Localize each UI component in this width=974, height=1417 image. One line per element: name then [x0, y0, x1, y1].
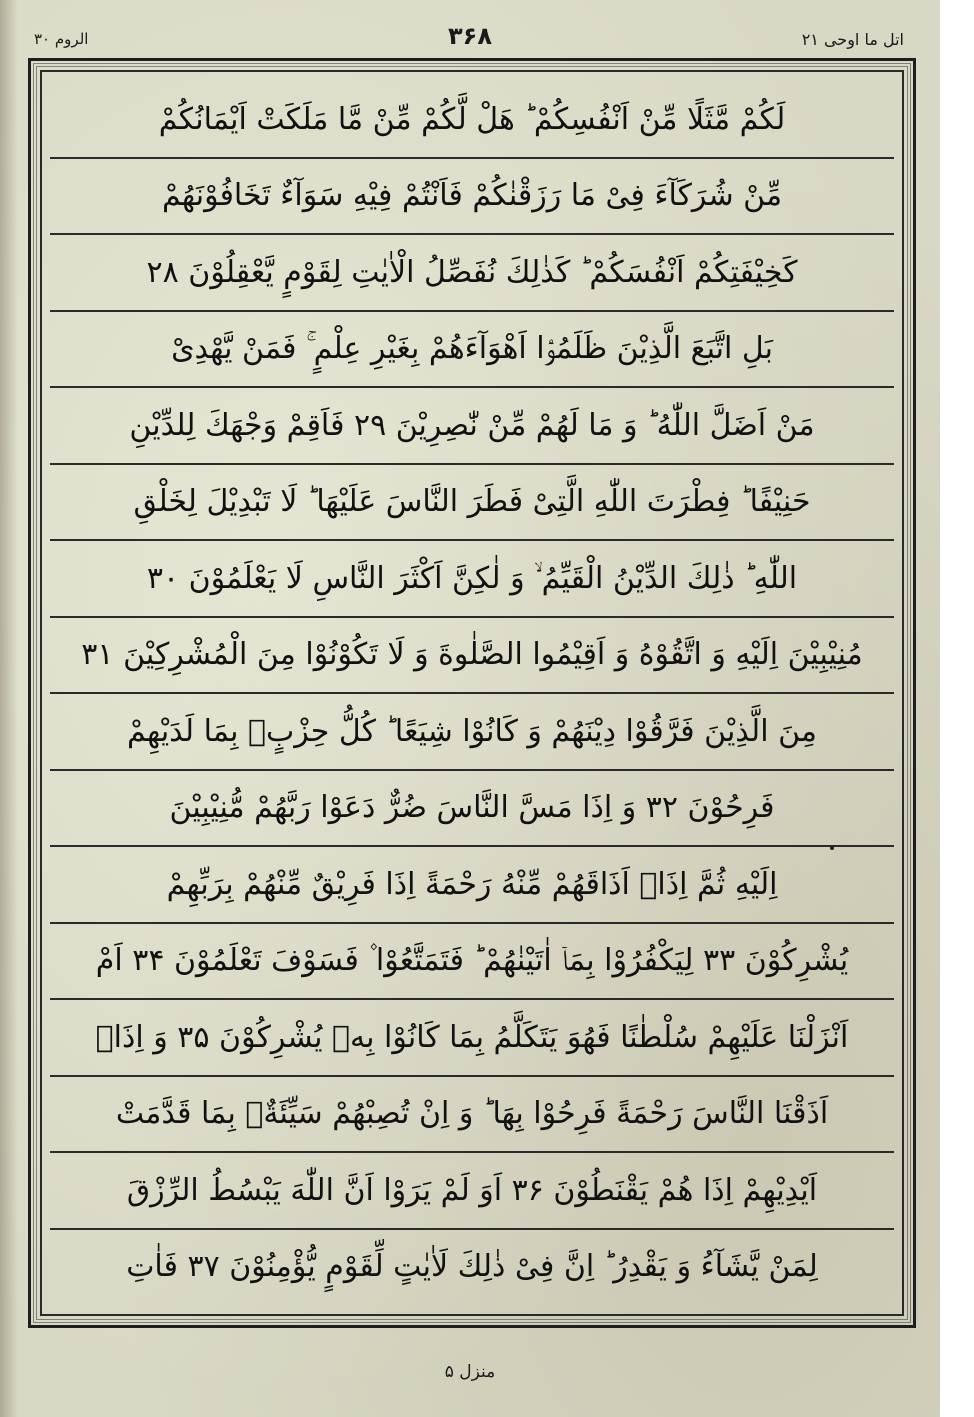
text-line: [50, 1000, 894, 1077]
line-text: مُنِیْبِیْنَ اِلَیْهِ وَ اتَّقُوْهُ وَ اَقِیْمُوا الصَّلٰوةَ وَ لَا تَكُوْنُوْا مِنَ الْمُشْرِكِیْنَ ۳۱: [81, 637, 863, 673]
para-label: اتل ما اوحی ۲۱: [801, 30, 904, 49]
line-text: مِنَ الَّذِیْنَ فَرَّقُوْا دِیْنَهُمْ وَ كَانُوْا شِیَعًا ؕ كُلُّ حِزْبٍۭ بِمَا لَدَیْهِمْ: [127, 713, 817, 749]
page-border-inner: [40, 70, 904, 1316]
line-text: مَنْ اَضَلَّ اللّٰهُ ؕ وَ مَا لَهُمْ مِّنْ نّٰصِرِیْنَ ۲۹ فَاَقِمْ وَجْهَكَ لِلدِّیْنِ: [129, 407, 815, 443]
text-line: [50, 465, 894, 542]
line-text: كَخِیْفَتِكُمْ اَنْفُسَكُمْ ؕ كَذٰلِكَ نُفَصِّلُ الْاٰیٰتِ لِقَوْمٍ یَّعْقِلُوْنَ ۲۸: [146, 254, 798, 290]
text-line: [50, 312, 894, 389]
text-line: [50, 159, 894, 236]
text-line: [50, 388, 894, 465]
text-line: [50, 771, 894, 848]
text-line: [50, 1153, 894, 1230]
page-header: [30, 22, 910, 62]
page-edge-shadow: [0, 0, 18, 1417]
line-text: یُشْرِكُوْنَ ۳۳ لِیَكْفُرُوْا بِمَاۤ اٰتَیْنٰهُمْ ؕ فَتَمَتَّعُوْا ۫ فَسَوْفَ تَعْلَمُوْنَ ۳۴ اَمْ: [95, 943, 849, 979]
text-line: [50, 1077, 894, 1154]
text-block: [50, 82, 894, 1304]
margin-dot: [830, 846, 834, 850]
line-text: اِلَیْهِ ثُمَّ اِذَاۤ اَذَاقَهُمْ مِّنْهُ رَحْمَةً اِذَا فَرِیْقٌ مِّنْهُمْ بِرَبِّهِمْ: [166, 866, 778, 902]
text-line: [50, 694, 894, 771]
text-line: [50, 1230, 894, 1305]
line-text: اللّٰهِ ؕ ذٰلِكَ الدِّیْنُ الْقَیِّمُ ۙ وَ لٰكِنَّ اَكْثَرَ النَّاسِ لَا یَعْلَمُوْنَ ۳۰: [146, 560, 798, 596]
text-line: [50, 235, 894, 312]
line-text: مِّنْ شُرَكَآءَ فِیْ مَا رَزَقْنٰكُمْ فَاَنْتُمْ فِیْهِ سَوَآءٌ تَخَافُوْنَهُمْ: [161, 178, 783, 214]
page-border-outer: [28, 58, 916, 1328]
line-text: حَنِیْفًا ؕ فِطْرَتَ اللّٰهِ الَّتِیْ فَطَرَ النَّاسَ عَلَیْهَا ؕ لَا تَبْدِیْلَ لِخَلْقِ: [133, 484, 811, 520]
surah-label: الروم ۳۰: [34, 30, 89, 48]
line-text: بَلِ اتَّبَعَ الَّذِیْنَ ظَلَمُوْۤا اَهْوَآءَهُمْ بِغَیْرِ عِلْمٍ ۚ فَمَنْ یَّهْدِیْ: [171, 331, 773, 367]
text-line: [50, 82, 894, 159]
manzil-footer: منزل ۵: [444, 1362, 496, 1382]
line-text: لِمَنْ یَّشَآءُ وَ یَقْدِرُ ؕ اِنَّ فِیْ ذٰلِكَ لَاٰیٰتٍ لِّقَوْمٍ یُّؤْمِنُوْنَ ۳۷ فَاٰتِ: [126, 1249, 818, 1285]
line-text: اَیْدِیْهِمْ اِذَا هُمْ یَقْنَطُوْنَ ۳۶ اَوَ لَمْ یَرَوْا اَنَّ اللّٰهَ یَبْسُطُ الرِّزْقَ: [126, 1172, 818, 1208]
text-line: [50, 924, 894, 1001]
text-line: [50, 618, 894, 695]
page-number: ۳۶۸: [448, 22, 492, 50]
text-line: [50, 541, 894, 618]
line-text: اَذَقْنَا النَّاسَ رَحْمَةً فَرِحُوْا بِهَا ؕ وَ اِنْ تُصِبْهُمْ سَیِّئَةٌۢ بِمَا قَدَّمَتْ: [115, 1096, 829, 1132]
line-text: فَرِحُوْنَ ۳۲ وَ اِذَا مَسَّ النَّاسَ ضُرٌّ دَعَوْا رَبَّهُمْ مُّنِیْبِیْنَ: [169, 790, 775, 826]
line-text: لَكُمْ مَّثَلًا مِّنْ اَنْفُسِكُمْ ؕ هَلْ لَّكُمْ مِّنْ مَّا مَلَكَتْ اَيْمَانُكُمْ: [158, 101, 786, 137]
text-line: [50, 847, 894, 924]
line-text: اَنْزَلْنَا عَلَیْهِمْ سُلْطٰنًا فَهُوَ یَتَكَلَّمُ بِمَا كَانُوْا بِهٖ یُشْرِكُوْنَ ۳۵ وَ اِذَاۤ: [95, 1019, 849, 1055]
